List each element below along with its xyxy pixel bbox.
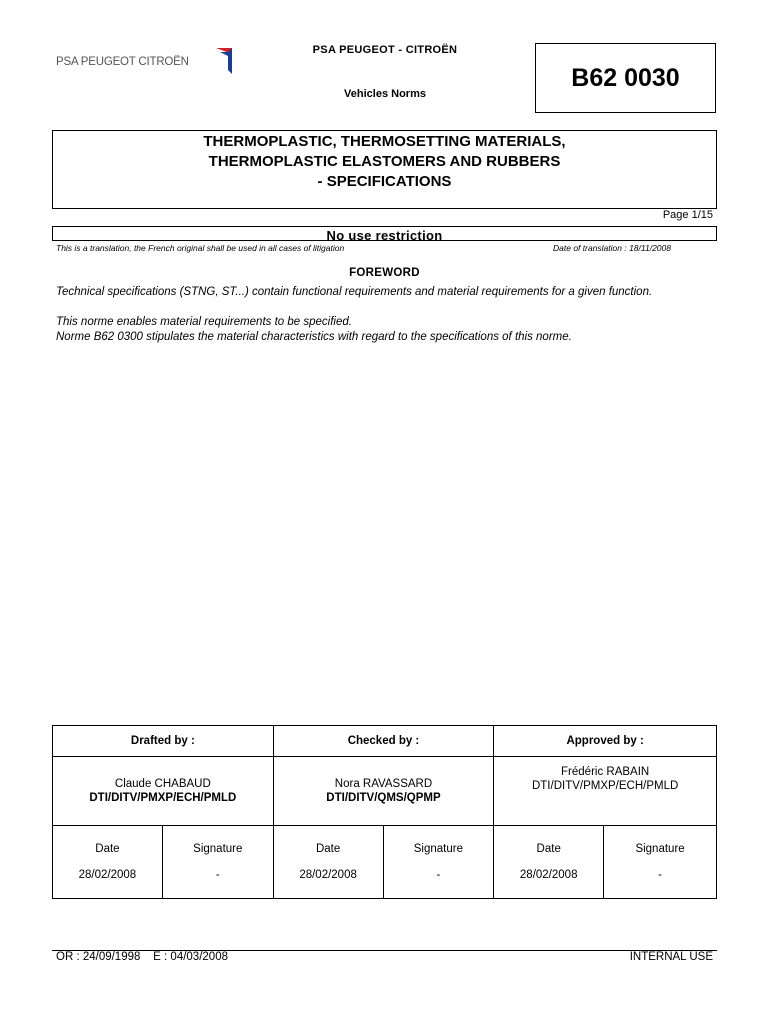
- norm-number: B62 0030: [571, 63, 680, 92]
- checker-name: Nora RAVASSARD: [334, 778, 433, 790]
- approver-date-cell: [494, 826, 604, 899]
- translation-date: Date of translation : 18/11/2008: [553, 243, 671, 253]
- date-label: Date: [95, 843, 120, 855]
- date-label: Date: [536, 843, 561, 855]
- drafter-department: DTI/DITV/PMXP/ECH/PMLD: [89, 792, 237, 804]
- checker-date-cell: [273, 826, 383, 899]
- norm-number-box: [535, 43, 716, 113]
- drafter-cell: [53, 757, 274, 826]
- psa-logo-mark-icon: [216, 46, 238, 74]
- signature-label: Signature: [413, 843, 463, 855]
- document-title-box: [52, 130, 717, 209]
- footer-dates: OR : 24/09/1998 E : 04/03/2008: [56, 951, 228, 963]
- approved-by-heading: Approved by :: [494, 726, 717, 757]
- translation-note: This is a translation, the French original shall be used in all cases of litigation: [56, 243, 345, 253]
- drafter-signature: -: [215, 869, 220, 881]
- foreword-paragraph-3: Norme B62 0300 stipulates the material characteristics with regard to the specifications of this norme.: [56, 331, 572, 343]
- document-category: Vehicles Norms: [344, 88, 426, 100]
- title-line-3: - SPECIFICATIONS: [317, 173, 452, 190]
- approval-names-row: [53, 757, 717, 826]
- checker-cell: [273, 757, 494, 826]
- drafted-by-heading: Drafted by :: [53, 726, 274, 757]
- drafter-date: 28/02/2008: [78, 869, 137, 881]
- approval-table: [52, 725, 717, 899]
- company-logo: [56, 46, 236, 76]
- signature-label: Signature: [635, 843, 685, 855]
- approver-cell: [494, 757, 717, 826]
- foreword-paragraph-1: Technical specifications (STNG, ST...) contain functional requirements and material requirements for a given function.: [56, 286, 653, 298]
- checker-signature: -: [436, 869, 441, 881]
- approver-signature-cell: [604, 826, 717, 899]
- title-line-2: THERMOPLASTIC ELASTOMERS AND RUBBERS: [208, 153, 561, 170]
- approval-header-row: [53, 726, 717, 757]
- logo-text: PSA PEUGEOT CITROËN: [56, 56, 189, 68]
- approver-name: Frédéric RABAIN: [561, 766, 650, 778]
- drafter-date-cell: [53, 826, 163, 899]
- footer-classification: INTERNAL USE: [629, 951, 713, 963]
- drafter-name: Claude CHABAUD: [114, 778, 211, 790]
- foreword-paragraph-2: This norme enables material requirements to be specified.: [56, 316, 352, 328]
- date-label: Date: [315, 843, 341, 855]
- drafter-signature-cell: [162, 826, 273, 899]
- approver-signature: -: [658, 869, 662, 881]
- page-number: Page 1/15: [662, 209, 713, 221]
- foreword-heading: FOREWORD: [349, 267, 420, 279]
- checker-date: 28/02/2008: [299, 869, 357, 881]
- checker-signature-cell: [383, 826, 494, 899]
- approver-department: DTI/DITV/PMXP/ECH/PMLD: [531, 780, 679, 792]
- checker-department: DTI/DITV/QMS/QPMP: [326, 792, 441, 804]
- signature-label: Signature: [193, 843, 243, 855]
- approver-date: 28/02/2008: [519, 869, 578, 881]
- company-name: PSA PEUGEOT - CITROËN: [312, 44, 458, 56]
- use-restriction-banner: No use restriction: [52, 226, 717, 241]
- approval-dates-row: [53, 826, 717, 899]
- checked-by-heading: Checked by :: [273, 726, 494, 757]
- title-line-1: THERMOPLASTIC, THERMOSETTING MATERIALS,: [203, 133, 566, 150]
